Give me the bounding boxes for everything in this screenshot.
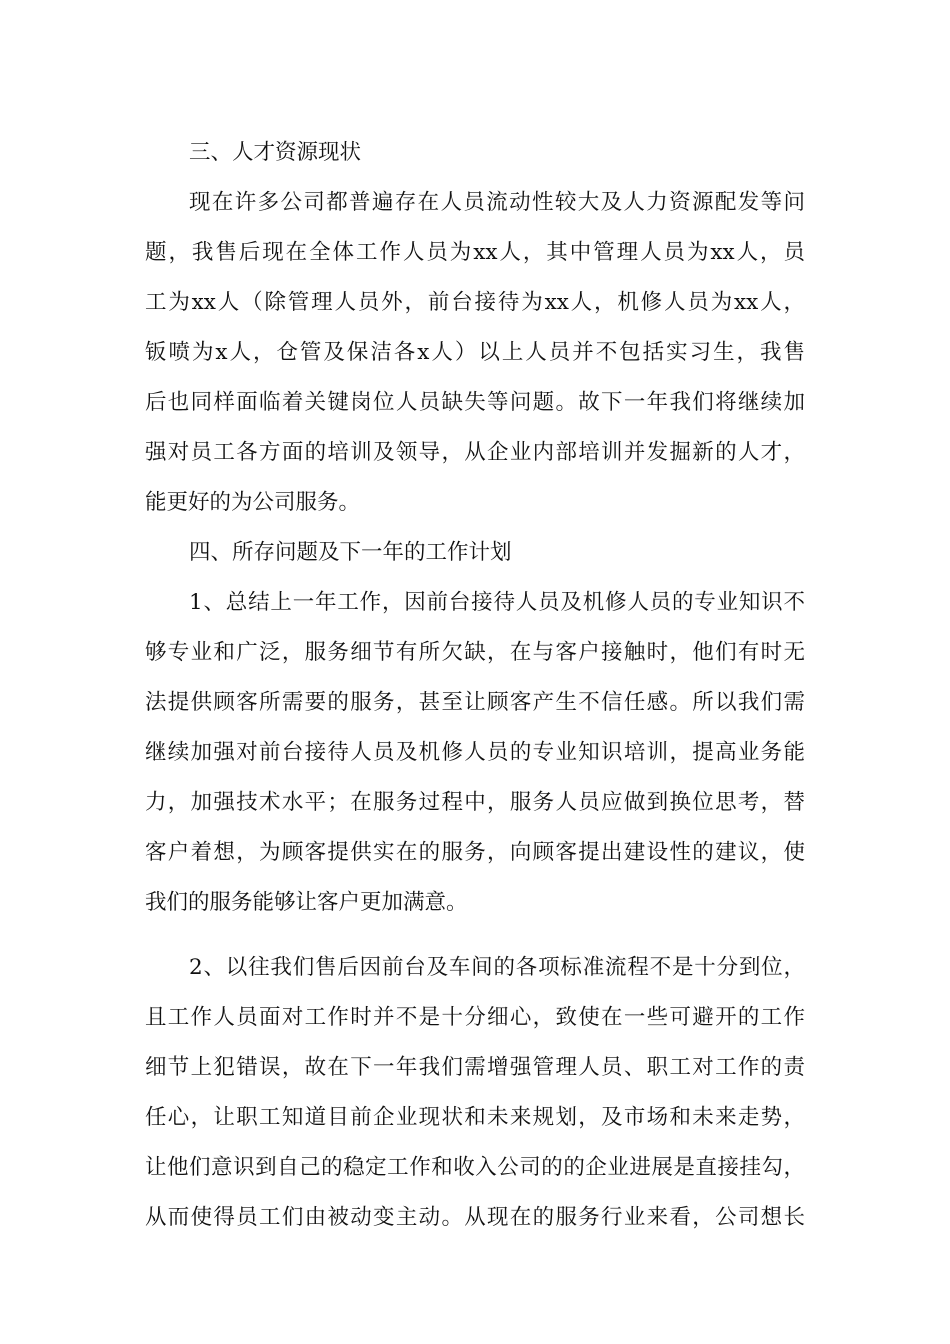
paragraph-line: 2、以往我们售后因前台及车间的各项标准流程不是十分到位， (189, 955, 805, 980)
paragraph-line: 且工作人员面对工作时并不是十分细心，致使在一些可避开的工作 (145, 1005, 805, 1030)
paragraph-line: 工为xx人（除管理人员外，前台接待为xx人，机修人员为xx人， (145, 290, 805, 315)
paragraph-line: 任心，让职工知道目前企业现状和未来规划，及市场和未来走势， (145, 1105, 805, 1130)
paragraph-line: 让他们意识到自己的稳定工作和收入公司的的企业进展是直接挂勾， (145, 1155, 805, 1180)
document-page (145, 128, 805, 1243)
section-heading-problems-plan: 四、所存问题及下一年的工作计划 (189, 540, 512, 565)
paragraph-line: 够专业和广泛，服务细节有所欠缺，在与客户接触时，他们有时无 (145, 640, 805, 665)
paragraph-line: 钣喷为x人，仓管及保洁各x人）以上人员并不包括实习生，我售 (145, 340, 805, 365)
paragraph-line: 客户着想，为顾客提供实在的服务，向顾客提出建设性的建议，使 (145, 840, 805, 865)
paragraph-spacer (145, 928, 805, 943)
paragraph-line: 力，加强技术水平；在服务过程中，服务人员应做到换位思考，替 (145, 790, 805, 815)
paragraph-line: 我们的服务能够让客户更加满意。 (145, 890, 468, 915)
paragraph-line: 1、总结上一年工作，因前台接待人员及机修人员的专业知识不 (189, 590, 805, 615)
paragraph-line: 能更好的为公司服务。 (145, 490, 361, 515)
paragraph-line: 强对员工各方面的培训及领导，从企业内部培训并发掘新的人才， (145, 440, 805, 465)
paragraph-line: 现在许多公司都普遍存在人员流动性较大及人力资源配发等问 (189, 190, 805, 215)
paragraph-talent-status (145, 178, 805, 528)
paragraph-item-2 (145, 943, 805, 1243)
section-heading-talent: 三、人才资源现状 (189, 140, 362, 165)
paragraph-item-1 (145, 578, 805, 928)
paragraph-line: 从而使得员工们由被动变主动。从现在的服务行业来看，公司想长 (145, 1205, 805, 1230)
paragraph-line: 继续加强对前台接待人员及机修人员的专业知识培训，提高业务能 (145, 740, 805, 765)
paragraph-line: 法提供顾客所需要的服务，甚至让顾客产生不信任感。所以我们需 (145, 690, 805, 715)
paragraph-line: 题，我售后现在全体工作人员为xx人，其中管理人员为xx人，员 (145, 240, 805, 265)
paragraph-line: 后也同样面临着关键岗位人员缺失等问题。故下一年我们将继续加 (145, 390, 805, 415)
paragraph-line: 细节上犯错误，故在下一年我们需增强管理人员、职工对工作的责 (145, 1055, 805, 1080)
